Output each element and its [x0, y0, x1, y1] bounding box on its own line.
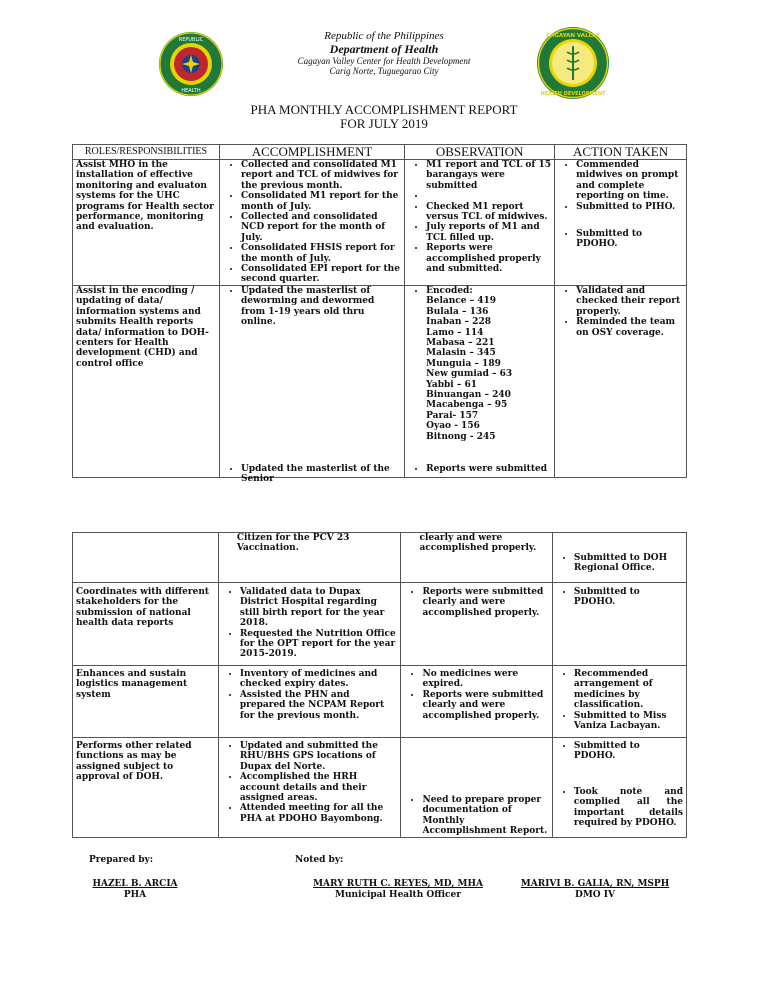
list-item: • Collected and consolidated M1 report and TCL of midwives for the previous month.	[241, 160, 401, 191]
signatory-title-dmo: DMO IV	[575, 890, 615, 900]
role-cell: Coordinates with different stakeholders for the submission of national health data reports	[73, 583, 219, 666]
column-header-action-taken: ACTION TAKEN	[555, 145, 687, 160]
action-cell	[555, 160, 687, 286]
prepared-by-label: Prepared by:	[89, 855, 154, 865]
list-item	[426, 191, 551, 201]
list-item: • Collected and consolidated NCD report for the month of July.	[241, 212, 401, 243]
continued-text: clearly and were accomplished properly.	[419, 533, 537, 554]
encoded-barangay: Munguia – 189	[426, 358, 501, 369]
encoded-barangay: Malasin – 345	[426, 348, 496, 359]
list-item: • Validated data to Dupax District Hospital regarding still birth report for the year 2018.	[240, 587, 398, 629]
continued-text: Citizen for the PCV 23 Vaccination.	[236, 533, 350, 554]
role-cell: Assist in the encoding / updating of data/ information systems and submits Health reports data/ information to DOH- centers for Health development (CHD) and control office	[73, 285, 220, 477]
list-item: • No medicines were expired.	[422, 669, 548, 690]
list-item: • Assisted the PHN and prepared the NCPAM Report for the previous month.	[240, 690, 398, 721]
header-republic: Republic of the Philippines	[324, 30, 444, 42]
encoded-barangay: Lamo – 114	[426, 327, 484, 338]
role-cell	[73, 533, 219, 583]
list-item: • Commended midwives on prompt and complete reporting on time.	[576, 160, 683, 202]
table-row	[73, 738, 687, 838]
list-item	[426, 286, 551, 442]
header-department: Department of Health	[329, 42, 439, 56]
list-item: • Consolidated M1 report for the month of July.	[241, 191, 401, 212]
column-header-observation: OBSERVATION	[405, 145, 555, 160]
encoded-barangay: Belance – 419	[426, 296, 497, 307]
list-item: • Reminded the team on OSY coverage.	[576, 317, 683, 338]
list-item: • Reports were submitted clearly and were accomplished properly.	[422, 587, 548, 618]
role-cell: Performs other related functions as may be assigned subject to approval of DOH.	[73, 738, 219, 838]
list-item: • July reports of M1 and TCL filled up.	[426, 222, 551, 243]
signatory-title-mho: Municipal Health Officer	[335, 890, 461, 900]
list-item: • Reports were submitted	[426, 464, 551, 474]
action-cell	[552, 738, 686, 838]
accomplishment-cell	[218, 738, 401, 838]
report-table-page1	[72, 144, 687, 485]
list-item: • Checked M1 report versus TCL of midwives.	[426, 202, 551, 223]
list-item: • Validated and checked their report properly.	[576, 286, 683, 317]
list-item: • Updated the masterlist of the Senior	[241, 464, 401, 485]
accomplishment-cell	[218, 533, 401, 583]
svg-text:CAGAYAN VALLEY: CAGAYAN VALLEY	[546, 33, 600, 39]
column-header-roles: ROLES/RESPONSIBILITIES	[73, 145, 220, 160]
header-center: Cagayan Valley Center for Health Development	[297, 56, 471, 66]
list-item: • Recommended arrangement of medicines by classification.	[574, 669, 683, 711]
observation-cell	[401, 738, 552, 838]
list-item: • Submitted to PDOHO.	[574, 741, 683, 762]
signatory-name-pha: HAZEL B. ARCIA	[92, 879, 178, 889]
encoded-barangay: Oyao - 156	[426, 421, 480, 432]
signatory-name-dmo: MARIVI B. GALIA, RN, MSPH	[520, 879, 670, 889]
list-item: • Updated the masterlist of deworming and dewormed from 1-19 years old thru online.	[241, 286, 401, 328]
accomplishment-cell	[219, 160, 404, 286]
role-cell: Assist MHO in the installation of effective monitoring and evaluaton systems for the UHC programs for Health sector performance, monitoring and evaluation.	[73, 160, 220, 286]
encoded-barangay: Parai- 157	[426, 410, 479, 421]
report-title: PHA MONTHLY ACCOMPLISHMENT REPORT	[250, 102, 518, 117]
action-cell	[555, 285, 687, 477]
list-item: • Reports were accomplished properly and submitted.	[426, 243, 551, 274]
encoded-barangay: Mabasa – 221	[426, 337, 495, 348]
role-cell: Enhances and sustain logistics management system	[73, 666, 219, 738]
report-period: FOR JULY 2019	[340, 116, 428, 131]
accomplishment-cell	[218, 583, 401, 666]
list-item: • Need to prepare proper documentation of Monthly Accomplishment Report.	[422, 795, 548, 837]
observation-cell	[401, 666, 552, 738]
action-cell	[552, 583, 686, 666]
svg-text:HEALTH: HEALTH	[181, 88, 201, 94]
svg-text:HEALTH DEVELOPMENT: HEALTH DEVELOPMENT	[540, 91, 606, 97]
column-header-accomplishment: ACCOMPLISHMENT	[219, 145, 404, 160]
table-header-row	[73, 145, 687, 160]
table-row	[73, 666, 687, 738]
action-cell	[552, 666, 686, 738]
list-item: • Updated and submitted the RHU/BHS GPS locations of Dupax del Norte.	[240, 741, 398, 772]
list-item: • Submitted to Miss Vaniza Lacbayan.	[574, 711, 683, 732]
list-item: • Consolidated EPI report for the second quarter.	[241, 264, 401, 285]
noted-by-label: Noted by:	[295, 855, 344, 865]
encoded-barangay: Inaban – 228	[426, 317, 491, 328]
accomplishment-cell	[218, 666, 401, 738]
encoded-barangay: Bulala – 136	[426, 306, 489, 317]
list-item: • M1 report and TCL of 15 barangays were submitted	[426, 160, 551, 191]
table-row	[73, 533, 687, 583]
list-item: • Took note and complied all the important details required by PDOHO.	[574, 787, 683, 829]
list-item: • Requested the Nutrition Office for the OPT report for the year 2015-2019.	[240, 629, 398, 660]
list-item: • Accomplished the HRH account details and their assigned areas.	[240, 772, 398, 803]
observation-cell	[401, 533, 552, 583]
encoded-barangay: Bitnong - 245	[426, 431, 496, 442]
signatory-title-pha: PHA	[123, 890, 147, 900]
observation-cell	[401, 583, 552, 666]
observation-cell	[405, 160, 555, 286]
signatory-name-mho: MARY RUTH C. REYES, MD, MHA	[313, 879, 483, 889]
header-address: Carig Norte, Tuguegarao City	[329, 66, 439, 76]
list-item: • Reports were submitted clearly and were accomplished properly.	[422, 690, 548, 721]
svg-text:REPUBLIC: REPUBLIC	[178, 37, 204, 43]
list-item: • Submitted to PDOHO.	[574, 587, 683, 608]
encoded-barangay: Binuangan – 240	[426, 389, 511, 400]
list-item: • Submitted to PIHO.	[576, 202, 683, 212]
table-row	[73, 285, 687, 477]
table-row	[73, 583, 687, 666]
list-item: • Consolidated FHSIS report for the month of July.	[241, 243, 401, 264]
list-item: • Submitted to DOH Regional Office.	[574, 553, 683, 574]
action-cell	[552, 533, 686, 583]
table-row	[73, 160, 687, 286]
encoded-barangay: Yabbi – 61	[426, 379, 478, 390]
accomplishment-cell	[219, 285, 404, 485]
encoded-barangay: Macabenga – 95	[426, 400, 508, 411]
list-item: • Attended meeting for all the PHA at PDOHO Bayombong.	[240, 803, 398, 824]
report-table-page2	[72, 532, 687, 838]
encoded-barangay: New gumiad – 63	[426, 369, 513, 380]
list-item: • Inventory of medicines and checked expiry dates.	[240, 669, 398, 690]
list-item: • Submitted to PDOHO.	[576, 229, 683, 250]
encoded-label: Encoded:	[426, 285, 473, 296]
observation-cell	[405, 285, 555, 477]
